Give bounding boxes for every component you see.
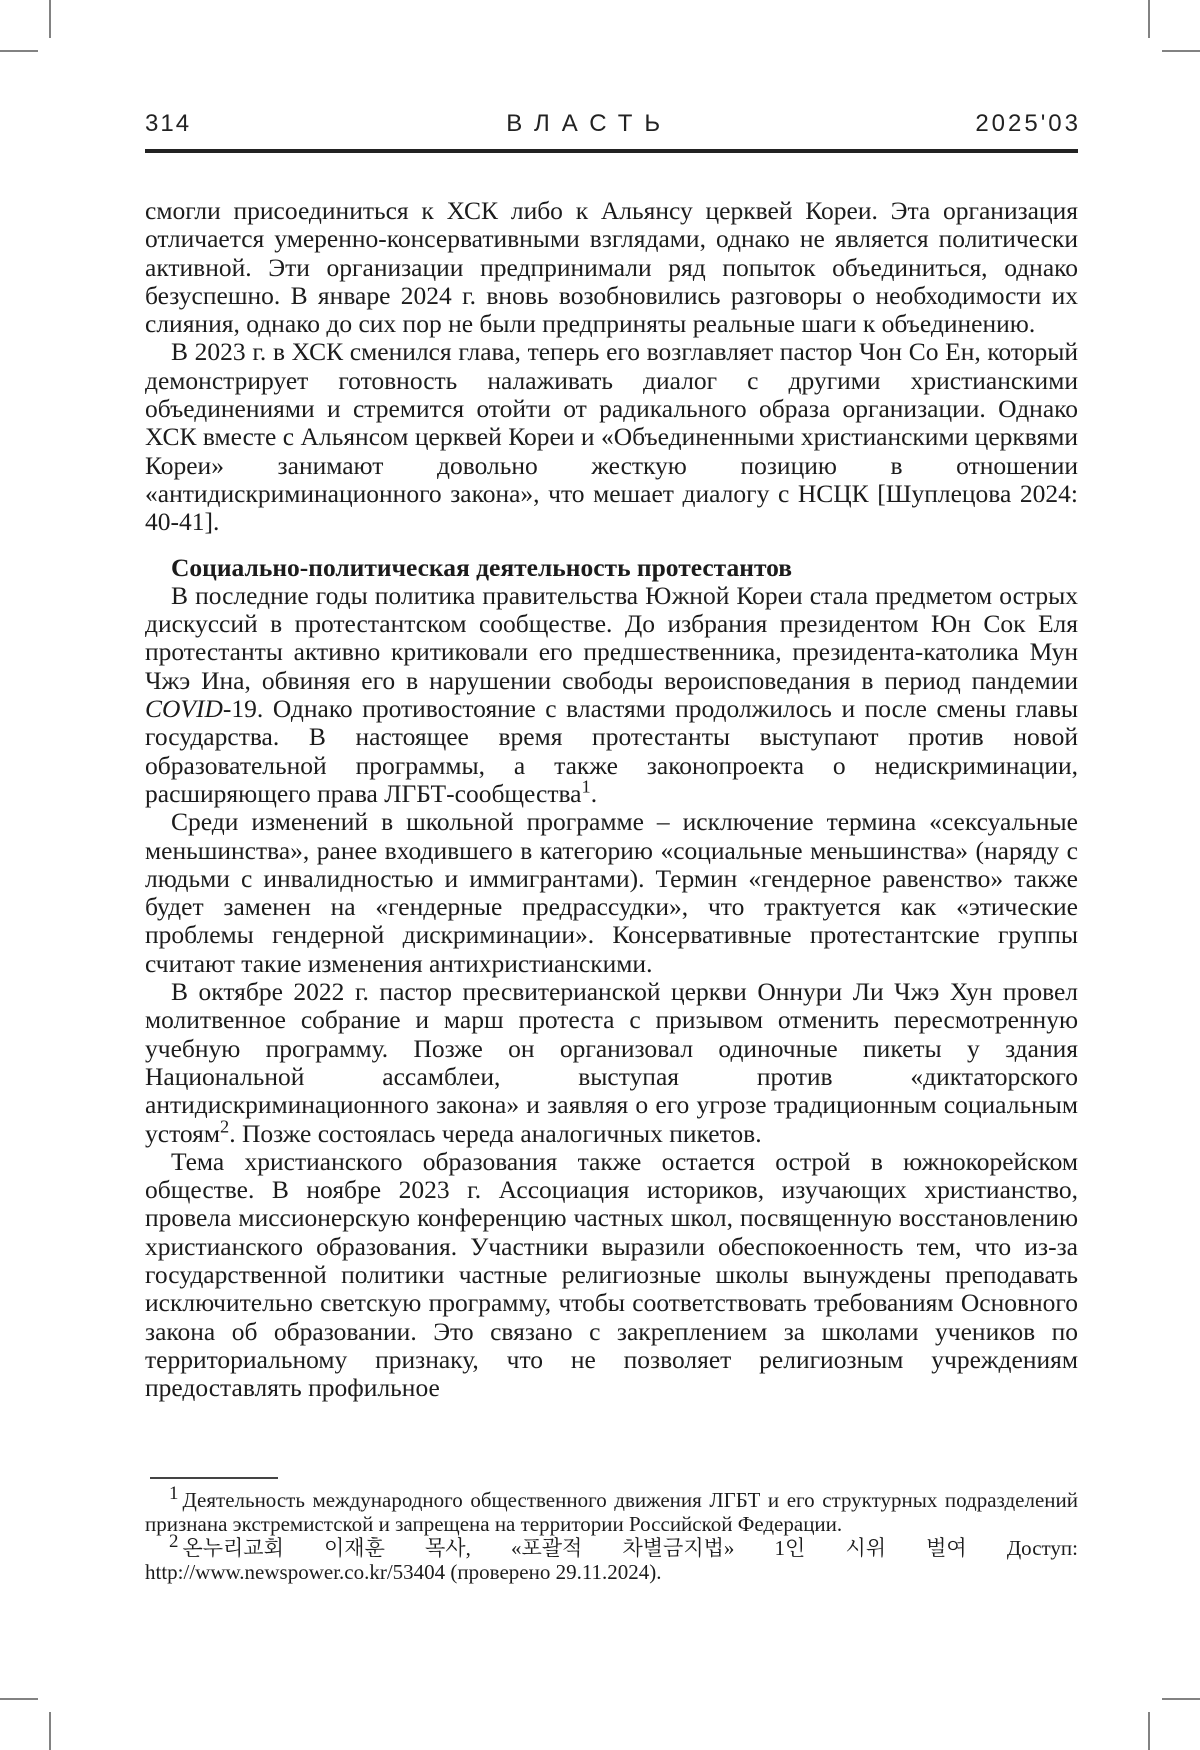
header-rule (145, 149, 1078, 153)
text-run: . Позже состоялась череда аналогичных пикетов. (229, 1118, 762, 1148)
text-run: 온누리교회 이재훈 목사, «포괄적 차별금지법» 1인 시위 벌여 Доступ: http://www.newspower.co.kr/53404 (проверено 29.11.2024). (145, 1536, 1078, 1584)
body-paragraph (145, 582, 1078, 808)
body-paragraph (145, 1148, 1078, 1403)
text-run: -19. Однако противостояние с властями продолжилось и после смены главы государства. В настоящее время протестанты выступают против новой образовательной программы, а также законопроекта о недискриминации, расширяющего права ЛГБТ-сообщества (145, 694, 1078, 808)
footnote-marker: 2 (169, 1531, 179, 1552)
body-text (145, 197, 1078, 1402)
journal-title: ВЛАСТЬ (506, 110, 673, 137)
crop-mark-bottom-left-vertical (49, 1712, 51, 1750)
crop-mark-top-right-horizontal (1162, 50, 1200, 52)
text-run: В 2023 г. в ХСК сменился глава, теперь его возглавляет пастор Чон Со Ен, который демонстрирует готовность налаживать диалог с другими христианскими объединениями и стремится отойти от радикального образа организации. Однако ХСК вместе с Альянсом церквей Кореи и «Объединенными христианскими церквями Кореи» занимают довольно жесткую позицию в отношении «антидискриминационного закона», что мешает диалогу с НСЦК [Шуплецова 2024: 40-41]. (145, 337, 1078, 537)
footnote-reference: 2 (220, 1116, 230, 1136)
footnote (145, 1483, 1078, 1536)
crop-mark-top-left-vertical (49, 0, 51, 38)
body-paragraph (145, 808, 1078, 978)
footnotes-list (145, 1483, 1078, 1584)
crop-mark-bottom-right-horizontal (1162, 1698, 1200, 1700)
body-paragraph (145, 197, 1078, 338)
body-paragraph (145, 338, 1078, 536)
crop-mark-top-left-horizontal (0, 50, 38, 52)
crop-mark-bottom-left-horizontal (0, 1698, 38, 1700)
running-head (145, 110, 1081, 138)
text-run: . (590, 778, 598, 808)
text-run: смогли присоединиться к ХСК либо к Альянсу церквей Кореи. Эта организация отличается умеренно-консервативными взглядами, однако не является политически активной. Эти организации предпринимали ряд попыток объединиться, однако безуспешно. В январе 2024 г. вновь возобновились разговоры о необходимости их слияния, однако до сих пор не были предприняты реальные шаги к объединению. (145, 196, 1078, 339)
crop-mark-top-right-vertical (1148, 0, 1150, 38)
section-heading (145, 554, 1078, 582)
text-run: COVID (145, 694, 223, 724)
text-run: В октябре 2022 г. пастор пресвитерианской церкви Оннури Ли Чжэ Хун провел молитвенное собрание и марш протеста с призывом отменить пересмотренную учебную программу. Позже он организовал одиночные пикеты у здания Национальной ассамблеи, выступая против «диктаторского антидискриминационного закона» и заявляя о его угрозе традиционным социальным устоям (145, 977, 1078, 1148)
footnote-marker: 1 (169, 1483, 179, 1504)
page-number: 314 (145, 110, 192, 137)
footnote-reference: 1 (581, 776, 591, 797)
text-run: Тема христианского образования также остается острой в южнокорейском обществе. В ноябре 2023 г. Ассоциация историков, изучающих христианство, провела миссионерскую конференцию частных школ, посвященную восстановлению христианского образования. Участники выразили обеспокоенность тем, что из-за государственной политики частные религиозные школы вынуждены преподавать исключительно светскую программу, чтобы соответствовать требованиям Основного закона об образовании. Это связано с закреплением за школами учеников по территориальному признаку, что не позволяет религиозным учреждениям предоставлять профильное (145, 1146, 1078, 1403)
issue-number: 2025'03 (975, 110, 1081, 137)
crop-mark-bottom-right-vertical (1148, 1712, 1150, 1750)
body-paragraph (145, 978, 1078, 1148)
text-run: Деятельность международного общественного движения ЛГБТ и его структурных подразделений признана экстремистской и запрещена на территории Российской Федерации. (145, 1488, 1078, 1536)
text-run: Среди изменений в школьной программе – исключение термина «сексуальные меньшинства», ранее входившего в категорию «социальные меньшинства» (наряду с людьми с инвалидностью и иммигрантами). Термин «гендерное равенство» также будет заменен на «гендерные предрассудки», что трактуется как «этические проблемы гендерной дискриминации». Консервативные протестантские группы считают такие изменения антихристианскими. (145, 807, 1078, 978)
text-run: Социально-политическая деятельность протестантов (171, 552, 793, 582)
text-run: В последние годы политика правительства Южной Кореи стала предметом острых дискуссий в протестантском сообществе. До избрания президентом Юн Сок Еля протестанты активно критиковали его предшественника, президента-католика Мун Чжэ Ина, обвиняя его в нарушении свободы вероисповедания в период пандемии (145, 580, 1078, 695)
footnote-separator-rule (150, 1477, 278, 1479)
footnote (145, 1531, 1078, 1584)
